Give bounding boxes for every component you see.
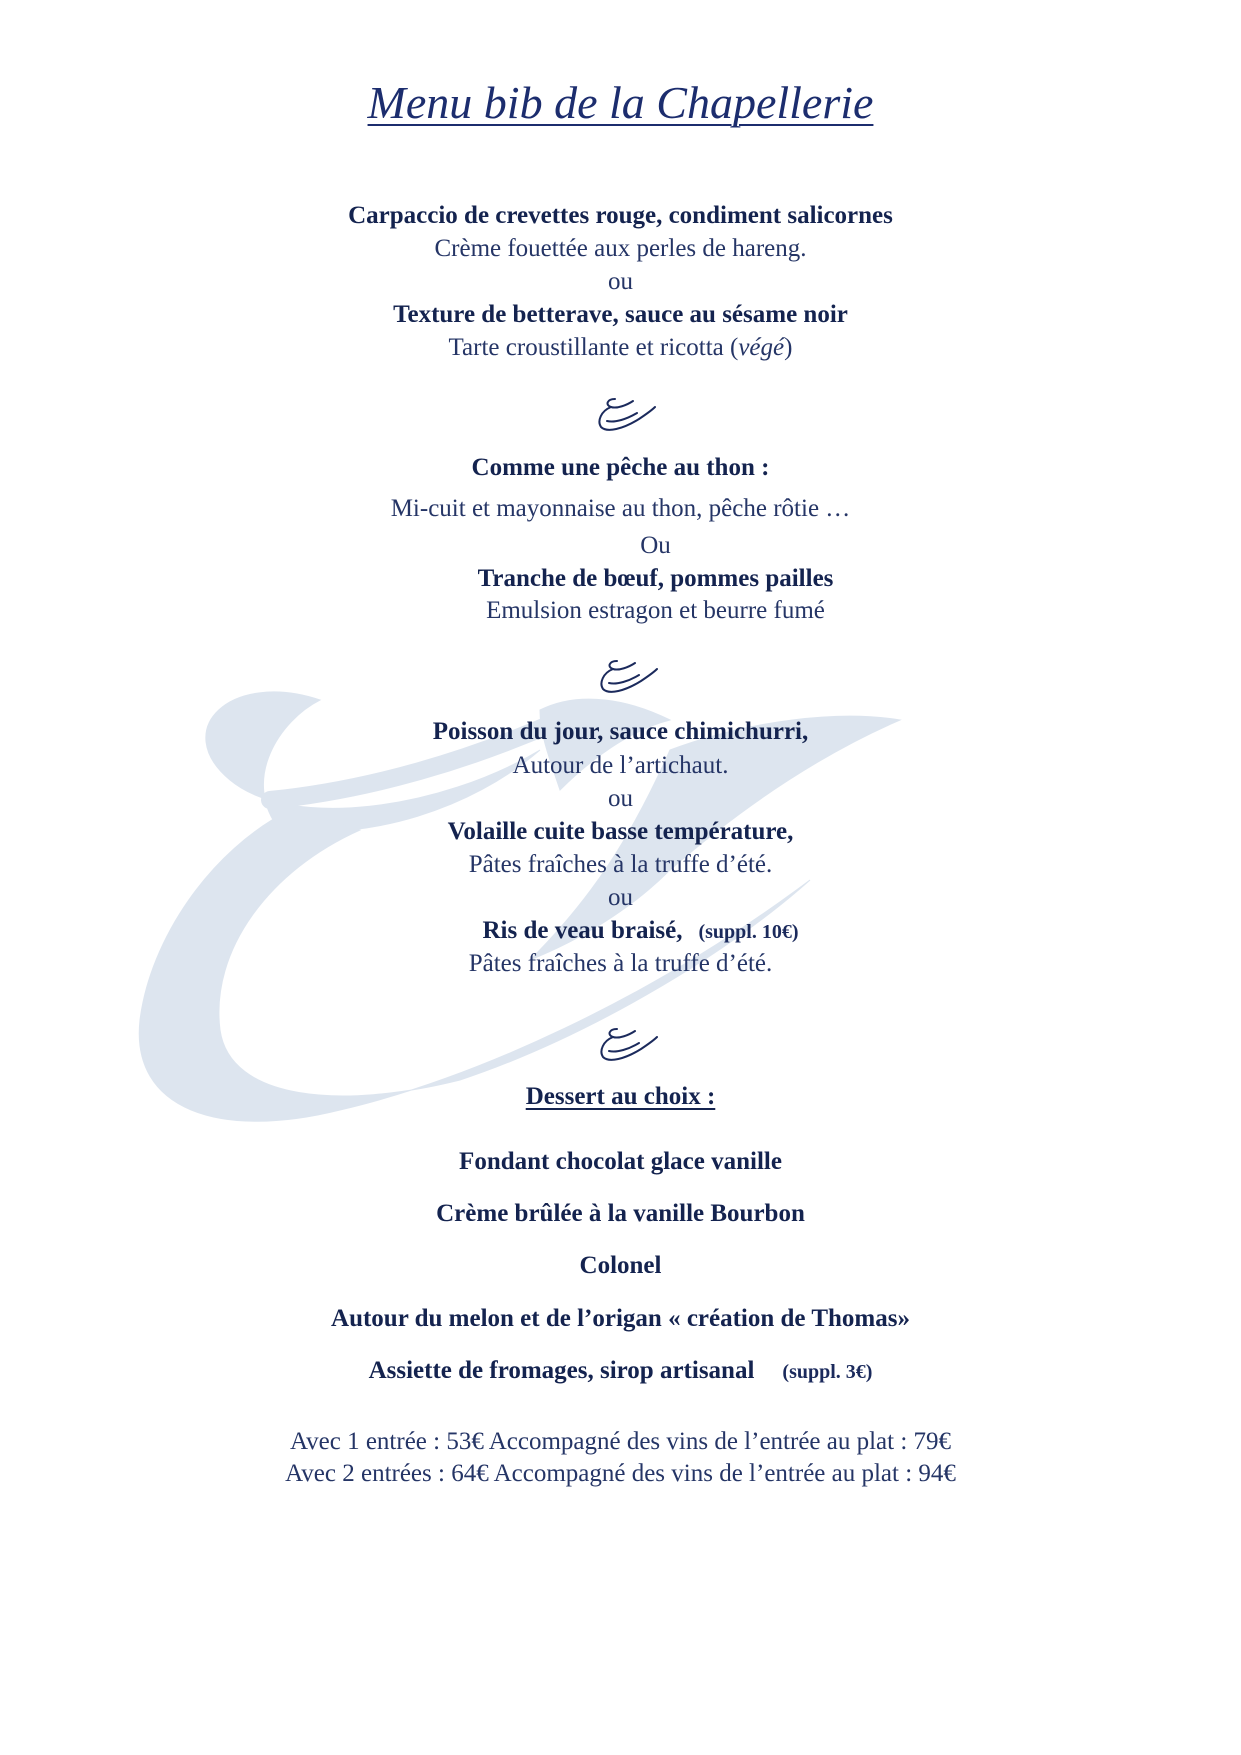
or-separator: ou [608,268,633,295]
script-e-ornament-icon [595,1025,659,1065]
main-3-description: Pâtes fraîches à la truffe d’été. [468,950,773,977]
dessert-item: Fondant chocolat glace vanille [459,1148,782,1175]
or-separator: Ou [640,532,671,559]
starter-1-description: Crème fouettée aux perles de hareng. [434,235,807,262]
script-e-ornament-icon [595,657,659,697]
main-3-name: Ris de veau braisé, [482,917,683,944]
or-separator: ou [608,785,633,812]
dessert-item: Colonel [579,1252,662,1279]
dessert-item: Crème brûlée à la vanille Bourbon [436,1200,805,1227]
second-2-name: Tranche de bœuf, pommes pailles [477,565,834,592]
or-separator: ou [608,884,633,911]
main-2-description: Pâtes fraîches à la truffe d’été. [468,851,773,878]
cheese-supplement: (suppl. 3€) [782,1361,873,1383]
dessert-cheese-row [0,1357,1241,1385]
starter-2-name: Texture de betterave, sauce au sésame noir [393,301,848,328]
price-line-2: Avec 2 entrées : 64€ Accompagné des vins de l’entrée au plat : 94€ [285,1460,956,1487]
starter-1-name: Carpaccio de crevettes rouge, condiment salicornes [348,202,893,229]
dessert-item: Assiette de fromages, sirop artisanal [368,1357,755,1384]
main-1-description: Autour de l’artichaut. [512,752,729,779]
main-2-name: Volaille cuite basse température, [447,818,794,845]
main-1-name: Poisson du jour, sauce chimichurri, [432,718,809,745]
dessert-item: Autour du melon et de l’origan « création de Thomas» [331,1305,910,1332]
price-line-1: Avec 1 entrée : 53€ Accompagné des vins de l’entrée au plat : 79€ [289,1428,952,1455]
main-3-supplement: (suppl. 10€) [698,921,799,943]
main-3-row [20,917,1241,945]
second-1-name: Comme une pêche au thon : [471,454,770,481]
starter-2-desc-text: Tarte croustillante et ricotta ( [448,334,739,361]
dessert-heading: Dessert au choix : [525,1083,716,1110]
starter-2-description [0,334,1241,362]
starter-2-desc-end: ) [784,334,793,361]
second-1-description: Mi-cuit et mayonnaise au thon, pêche rôtie … [390,495,851,522]
second-2-description: Emulsion estragon et beurre fumé [486,597,825,624]
menu-title: Menu bib de la Chapellerie [367,77,874,128]
vegetarian-tag: végé [738,334,785,361]
script-e-ornament-icon [593,395,657,435]
